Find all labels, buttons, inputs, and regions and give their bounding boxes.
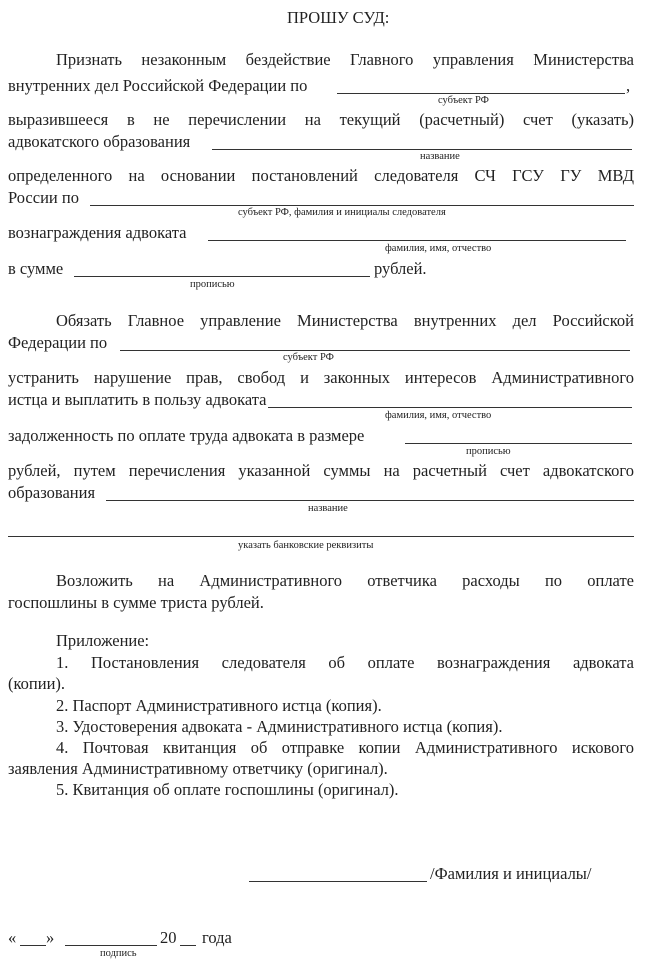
investigator-field[interactable] (90, 205, 634, 206)
p1-line2-comma: , (626, 76, 631, 95)
signature-label: /Фамилия и инициалы/ (430, 864, 592, 883)
investigator-caption: субъект РФ, фамилия и инициалы следователя (238, 207, 446, 218)
p2-line7: образования (8, 483, 96, 502)
lawyer-name-field[interactable] (208, 240, 626, 241)
appendix-item-1-cont: (копии). (8, 674, 66, 693)
p1-line6: России по (8, 188, 79, 207)
p2-line3: устранить нарушение прав, свобод и законных интересов Административного (8, 368, 634, 387)
p1-line3: выразившееся в не перечислении на текущий (расчетный) счет (указать) (8, 110, 634, 129)
appendix-item-5: 5. Квитанция об оплате госпошлины (оригинал). (56, 780, 399, 799)
p1-line2: внутренних дел Российской Федерации по (8, 76, 308, 95)
date-year-field[interactable] (180, 945, 196, 946)
appendix-item-2: 2. Паспорт Административного истца (копия). (56, 696, 382, 715)
bank-details-field[interactable] (8, 536, 634, 537)
organization-name-field-2[interactable] (106, 500, 634, 501)
lawyer-name-field-2[interactable] (268, 407, 632, 408)
signature-line[interactable] (249, 881, 427, 882)
signature-caption: подпись (100, 948, 137, 959)
date-year-suffix: года (202, 928, 232, 947)
p1-line8-rubles: рублей. (374, 259, 427, 278)
p3-line1: Возложить на Административного ответчика расходы по оплате (56, 571, 634, 590)
amount-words-field[interactable] (74, 276, 370, 277)
date-close-quote: » (46, 928, 55, 947)
organization-name-caption: название (420, 151, 460, 162)
subject-rf-field[interactable] (337, 93, 625, 94)
date-month-field[interactable] (65, 945, 157, 946)
subject-rf-caption: субъект РФ (438, 95, 489, 106)
appendix-title: Приложение: (56, 631, 150, 650)
p2-line6: рублей, путем перечисления указанной суммы на расчетный счет адвокатского (8, 461, 634, 480)
debt-amount-caption: прописью (466, 446, 511, 457)
organization-name-caption-2: название (308, 503, 348, 514)
p1-line5: определенного на основании постановлений следователя СЧ ГСУ ГУ МВД (8, 166, 634, 185)
date-year-prefix: 20 (160, 928, 177, 947)
appendix-item-4: 4. Почтовая квитанция об отправке копии Административного искового (56, 738, 634, 757)
date-open-quote: « (8, 928, 17, 947)
p2-line4: истца и выплатить в пользу адвоката (8, 390, 267, 409)
bank-details-caption: указать банковские реквизиты (238, 540, 374, 551)
date-day-field[interactable] (20, 945, 46, 946)
p1-line8-label: в сумме (8, 259, 64, 278)
subject-rf-field-2[interactable] (120, 350, 630, 351)
subject-rf-caption-2: субъект РФ (283, 352, 334, 363)
organization-name-field[interactable] (212, 149, 632, 150)
p1-line1: Признать незаконным бездействие Главного управления Министерства (56, 50, 634, 69)
appendix-item-1: 1. Постановления следователя об оплате вознаграждения адвоката (56, 653, 634, 672)
p3-line2: госпошлины в сумме триста рублей. (8, 593, 264, 612)
amount-words-caption: прописью (190, 279, 235, 290)
p2-line1: Обязать Главное управление Министерства внутренних дел Российской (56, 311, 634, 330)
appendix-item-3: 3. Удостоверения адвоката - Административного истца (копия). (56, 717, 503, 736)
debt-amount-field[interactable] (405, 443, 632, 444)
page-title: ПРОШУ СУД: (287, 8, 390, 27)
appendix-item-4-cont: заявления Административному ответчику (оригинал). (8, 759, 388, 778)
p1-line4: адвокатского образования (8, 132, 191, 151)
p1-line7: вознаграждения адвоката (8, 223, 187, 242)
p2-line5: задолженность по оплате труда адвоката в размере (8, 426, 365, 445)
lawyer-name-caption-2: фамилия, имя, отчество (385, 410, 492, 421)
p2-line2: Федерации по (8, 333, 108, 352)
lawyer-name-caption: фамилия, имя, отчество (385, 243, 492, 254)
